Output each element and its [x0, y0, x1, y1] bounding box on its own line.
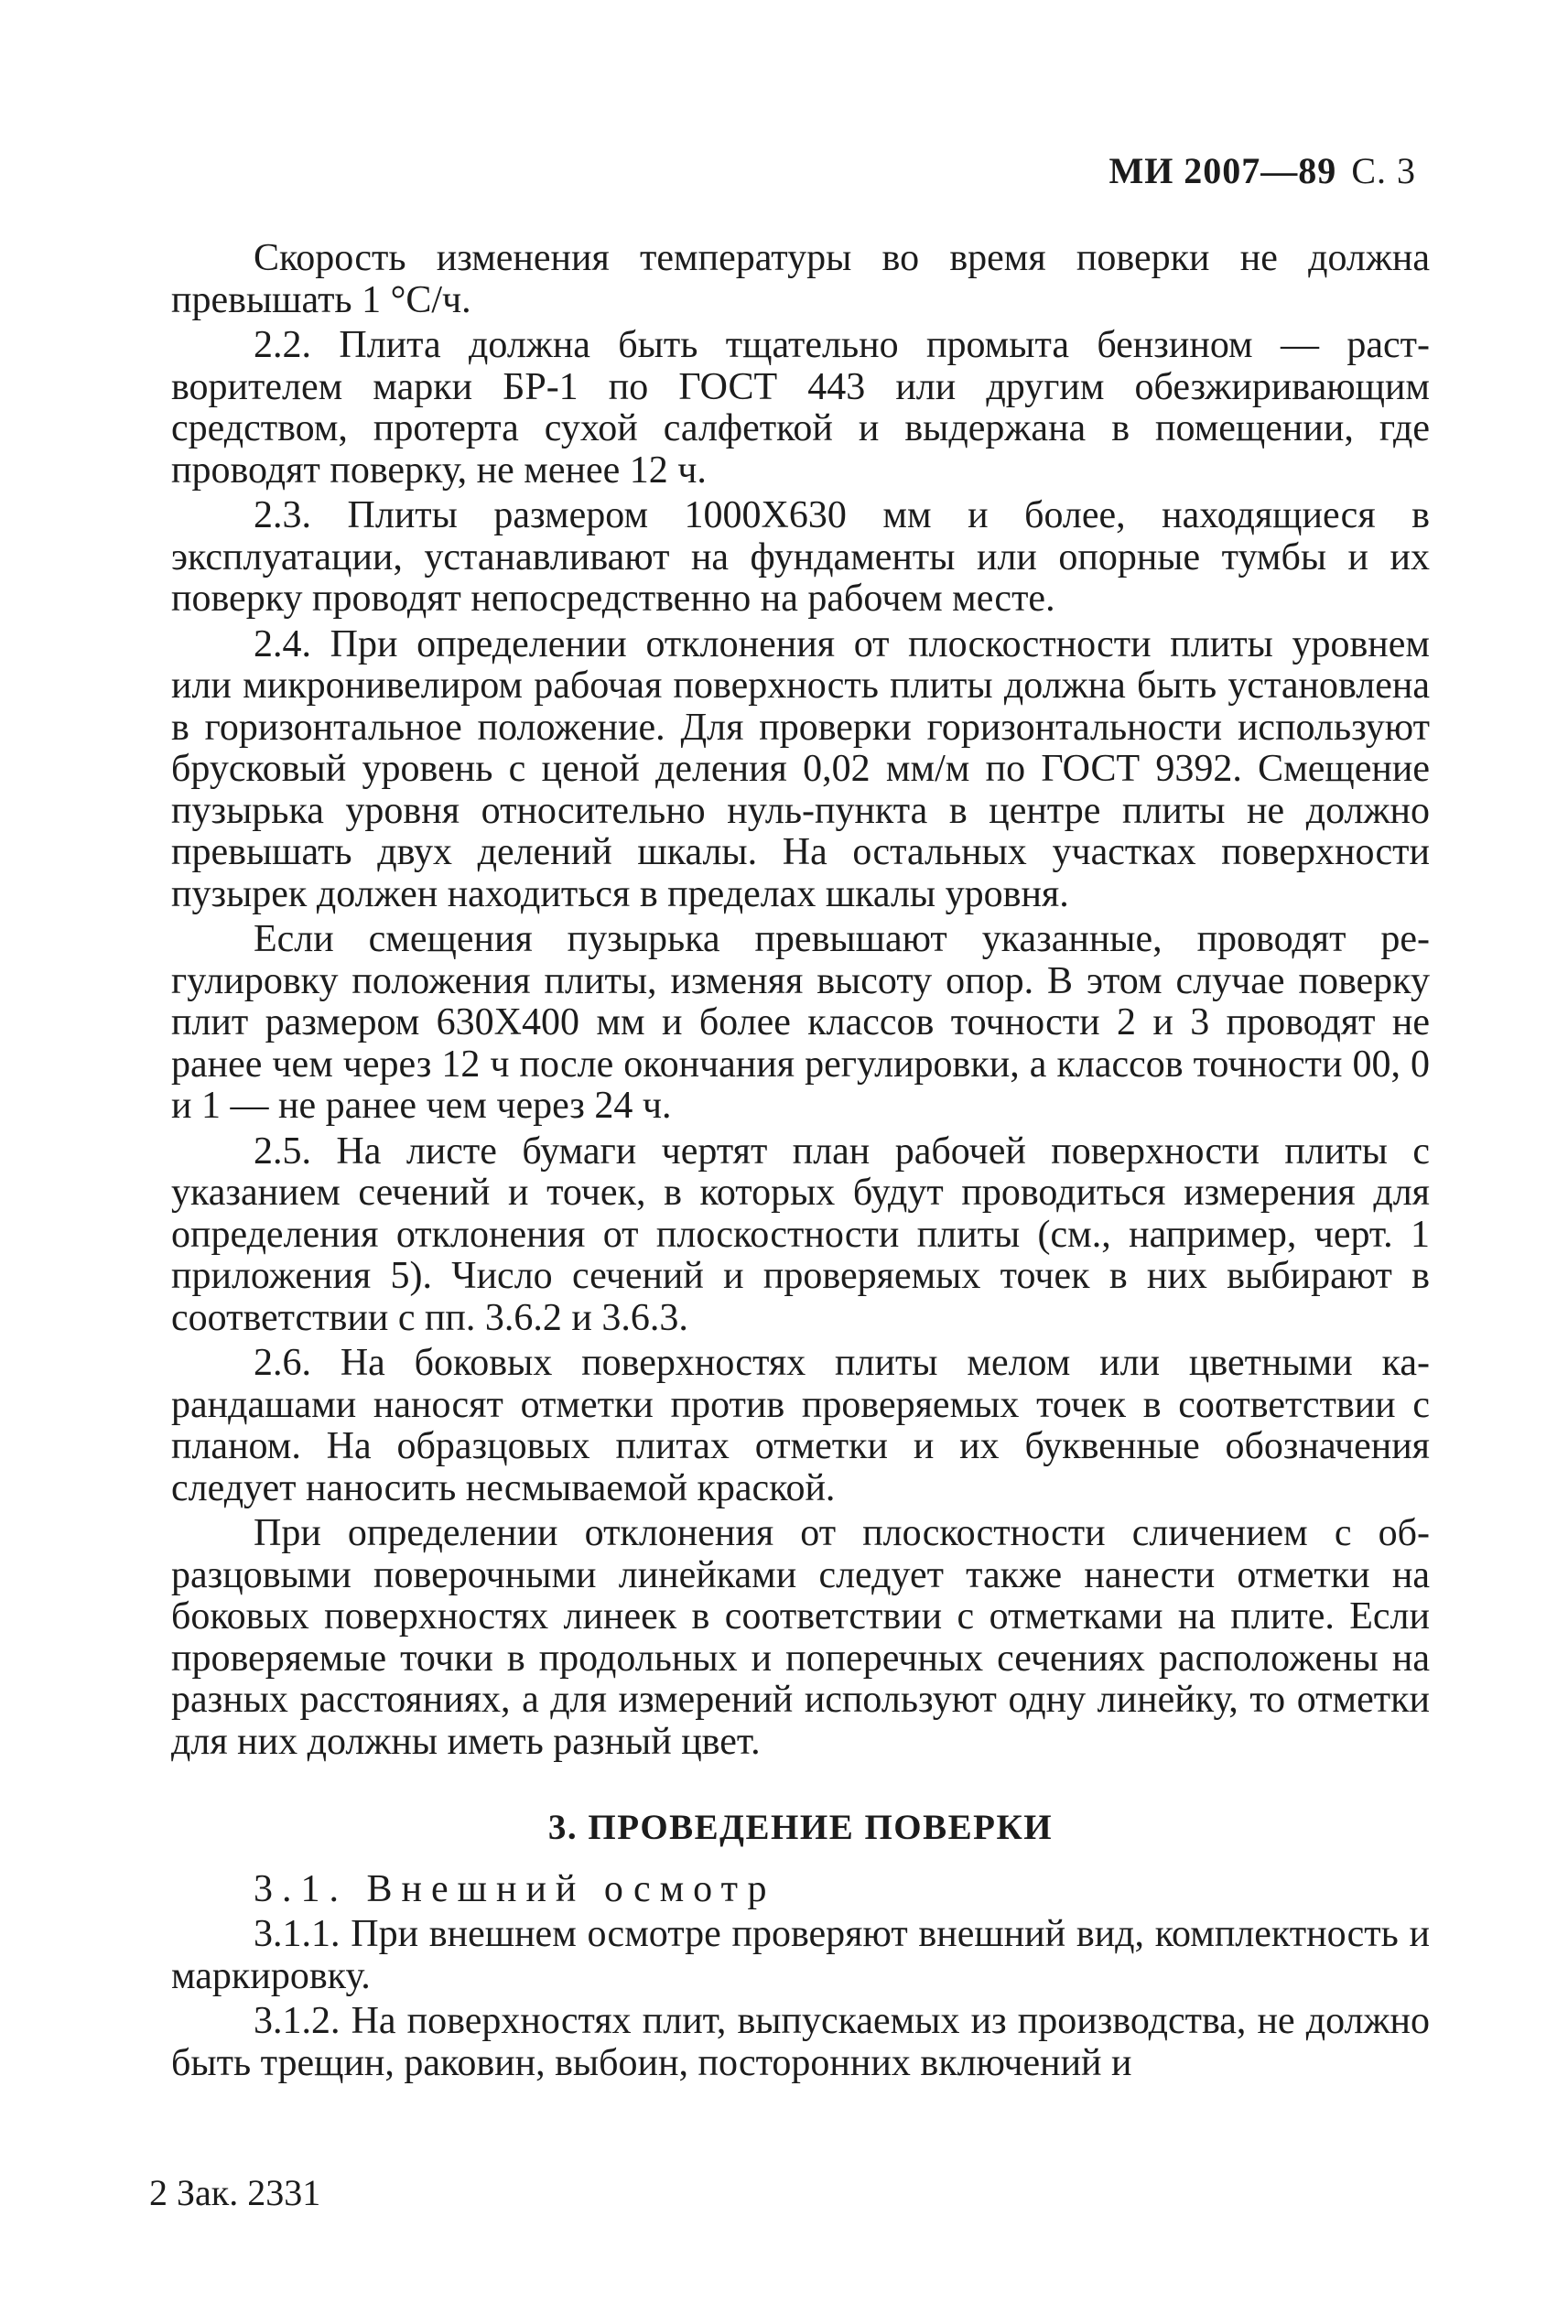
running-header [1108, 149, 1416, 192]
paragraph-2-6-continued: При определении отклонения от плоскостности сличением с образцовыми поверочными линейками следует также нанести отметки на боковых поверхностях линеек в соответствии с отметками на плите. Если проверяемые точки в продольных и поперечных сечениях расположены на разных расстояниях, а для измерений используют одну линейку, то отметки для них должны иметь разный цвет. [171, 1512, 1430, 1763]
paragraph-2-3: 2.3. Плиты размером 1000Х630 мм и более, находящиеся в эксплуатации, устанавливают на фундаменты или опорные тумбы и их поверку проводят непосредственно на рабочем месте. [171, 494, 1430, 620]
paragraph-2-6: 2.6. На боковых поверхностях плиты мелом или цветными карандашами наносят отметки против проверяемых точек в соответствии с планом. На образцовых плитах отметки и их буквенные обозначения следует наносить несмываемой краской. [171, 1342, 1430, 1509]
paragraph-temperature-rate: Скорость изменения температуры во время поверки не должна превышать 1 °С/ч. [171, 237, 1430, 321]
paragraph-3-1-2: 3.1.2. На поверхностях плит, выпускаемых из производства, не должно быть трещин, раковин, выбоин, посторонних включений и [171, 2000, 1430, 2084]
footer-order-number: 2 Зак. 2331 [149, 2172, 321, 2213]
paragraph-2-5: 2.5. На листе бумаги чертят план рабочей поверхности плиты с указанием сечений и точек, в которых будут проводиться измерения для определения отклонения от плоскостности плиты (см., например, черт. 1 приложения 5). Число сечений и проверяемых точек в них выбирают в соответствии с пп. 3.6.2 и 3.6.3. [171, 1130, 1430, 1339]
section-title: 3. ПРОВЕДЕНИЕ ПОВЕРКИ [547, 1808, 1054, 1847]
doc-code: МИ 2007—89 [1108, 150, 1337, 191]
paragraph-3-1 [171, 1869, 1430, 1911]
paragraph-3-1-1: 3.1.1. При внешнем осмотре проверяют внешний вид, комплектность и маркировку. [171, 1913, 1430, 1997]
paragraph-2-4-continued: Если смещения пузырька превышают указанные, проводят регулировку положения плиты, изменяя высоту опор. В этом случае поверку плит размером 630Х400 мм и более классов точности 2 и 3 проводят не ранее чем через 12 ч после окончания регулировки, а классов точности 00, 0 и 1 — не ранее чем через 24 ч. [171, 918, 1430, 1127]
page-number: С. 3 [1351, 150, 1416, 191]
body-text [171, 238, 1430, 2088]
paragraph-2-4: 2.4. При определении отклонения от плоскостности плиты уровнем или микронивелиром рабочая поверхность плиты должна быть установлена в горизонтальное положение. Для проверки горизонтальности используют брусковый уровень с ценой деления 0,02 мм/м по ГОСТ 9392. Смещение пузырька уровня относительно нуль-пункта в центре плиты не должно превышать двух делений шкалы. На остальных участках поверхности пузырек должен находиться в пределах шкалы уровня. [171, 622, 1430, 915]
subsection-heading: 3.1. Внешний осмотр [254, 1867, 776, 1910]
paragraph-2-2: 2.2. Плита должна быть тщательно промыта бензином — растворителем марки БР-1 по ГОСТ 443 или другим обезжиривающим средством, протерта сухой салфеткой и выдержана в помещении, где проводят поверку, не менее 12 ч. [171, 324, 1430, 492]
